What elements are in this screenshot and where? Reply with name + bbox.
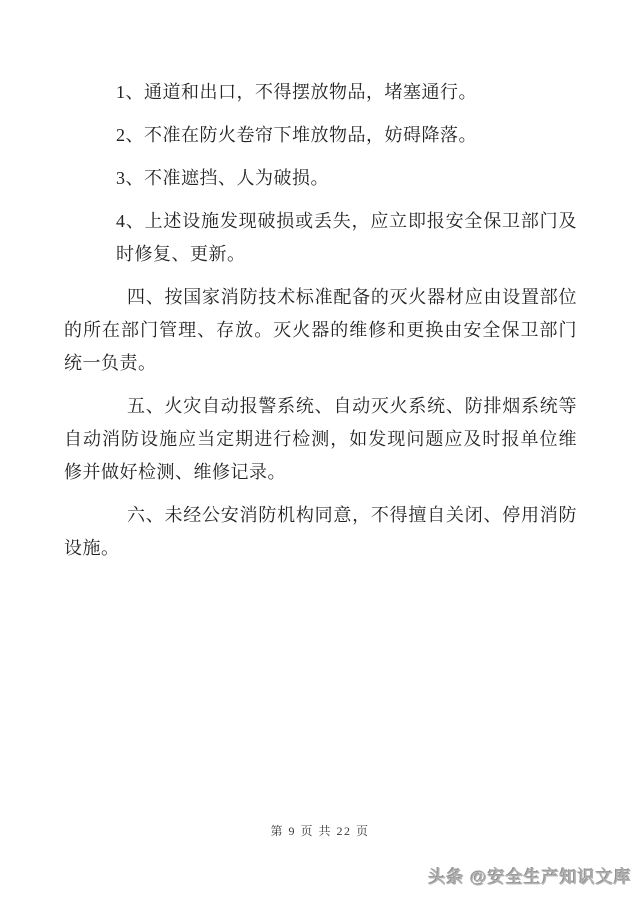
paragraph: 六、未经公安消防机构同意，不得擅自关闭、停用消防设施。 <box>64 505 577 558</box>
page-number-indicator: 第 9 页 共 22 页 <box>270 824 370 838</box>
document-body <box>64 76 577 575</box>
paragraph: 1、通道和出口，不得摆放物品，堵塞通行。 <box>116 82 477 102</box>
watermark-text: 头条 @安全生产知识文库 <box>428 868 632 887</box>
paragraph: 4、上述设施发现破损或丢失，应立即报安全保卫部门及时修复、更新。 <box>116 211 577 264</box>
page-footer <box>0 822 640 839</box>
paragraph: 四、按国家消防技术标准配备的灭火器材应由设置部位的所在部门管理、存放。灭火器的维修和更换由安全保卫部门统一负责。 <box>64 287 577 373</box>
paragraph: 2、不准在防火卷帘下堆放物品，妨碍降落。 <box>116 125 477 145</box>
paragraph: 3、不准遮挡、人为破损。 <box>116 168 329 188</box>
paragraph: 五、火灾自动报警系统、自动灭火系统、防排烟系统等自动消防设施应当定期进行检测，如发现问题应及时报单位维修并做好检测、维修记录。 <box>64 396 577 482</box>
